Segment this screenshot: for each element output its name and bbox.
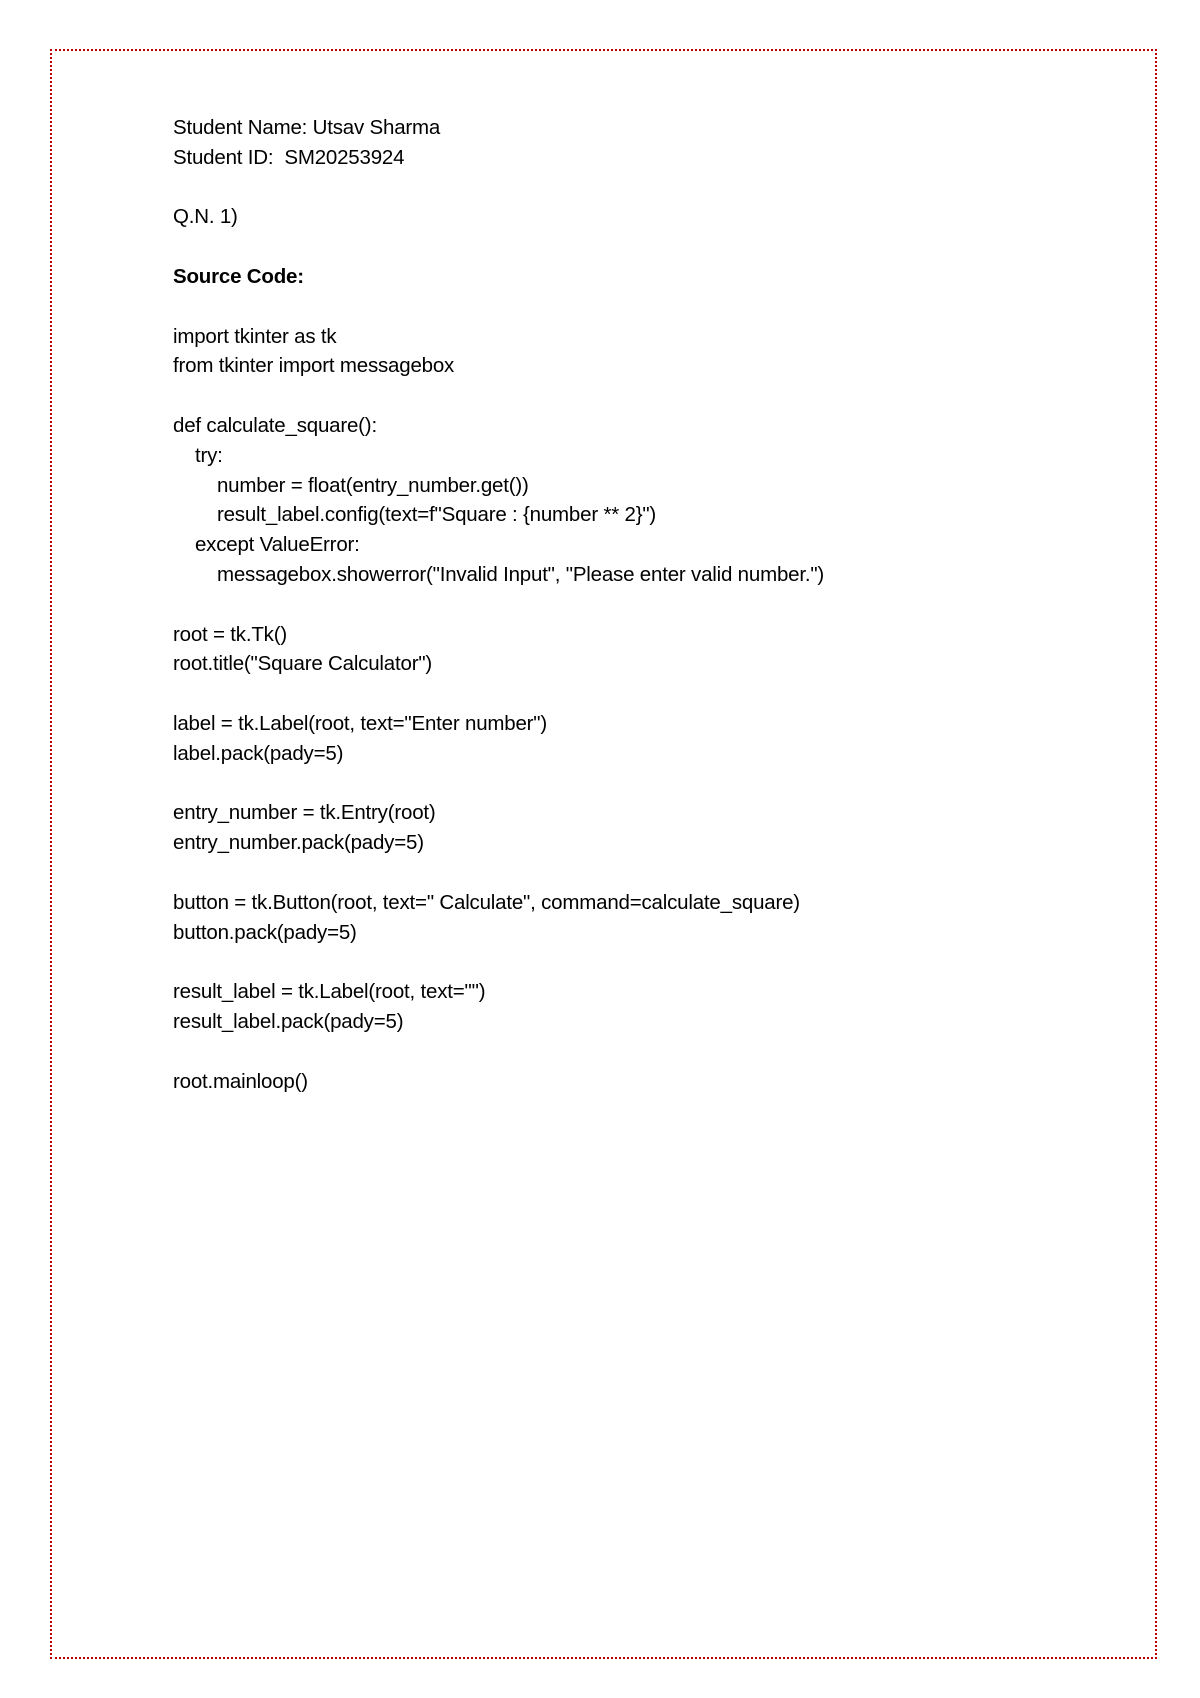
code-line: root = tk.Tk() — [173, 622, 287, 646]
source-code-block — [173, 322, 1073, 1097]
blank-line — [173, 173, 1073, 203]
code-line — [173, 1037, 1073, 1067]
code-line: entry_number = tk.Entry(root) — [173, 801, 436, 825]
student-name: Student Name: Utsav Sharma — [173, 116, 441, 139]
code-line: label.pack(pady=5) — [173, 741, 344, 765]
code-line — [173, 947, 1073, 977]
code-line: def calculate_square(): — [173, 413, 377, 437]
code-line: label = tk.Label(root, text="Enter number") — [173, 711, 548, 735]
document-content — [173, 113, 1073, 1096]
code-line: root.mainloop() — [173, 1069, 308, 1093]
code-line — [173, 679, 1073, 709]
code-line: result_label.pack(pady=5) — [173, 1009, 404, 1033]
code-line — [173, 858, 1073, 888]
code-line: import tkinter as tk — [173, 324, 337, 348]
code-line: messagebox.showerror("Invalid Input", "Please enter valid number.") — [173, 562, 825, 586]
question-number: Q.N. 1) — [173, 205, 238, 229]
code-line: from tkinter import messagebox — [173, 354, 455, 378]
code-line: entry_number.pack(pady=5) — [173, 831, 424, 855]
code-line: button = tk.Button(root, text=" Calculate", command=calculate_square) — [173, 890, 800, 914]
code-line — [173, 590, 1073, 620]
code-line: result_label.config(text=f"Square : {number ** 2}") — [173, 503, 657, 527]
code-line — [173, 381, 1073, 411]
blank-line — [173, 232, 1073, 262]
code-line — [173, 769, 1073, 799]
code-line: number = float(entry_number.get()) — [173, 473, 529, 497]
code-line: except ValueError: — [173, 533, 360, 557]
code-line: try: — [173, 443, 223, 467]
code-line: button.pack(pady=5) — [173, 920, 357, 944]
blank-line — [173, 292, 1073, 322]
code-line: result_label = tk.Label(root, text="") — [173, 980, 486, 1004]
code-line: root.title("Square Calculator") — [173, 652, 433, 676]
section-title: Source Code: — [173, 264, 304, 288]
student-id: Student ID: SM20253924 — [173, 145, 405, 169]
